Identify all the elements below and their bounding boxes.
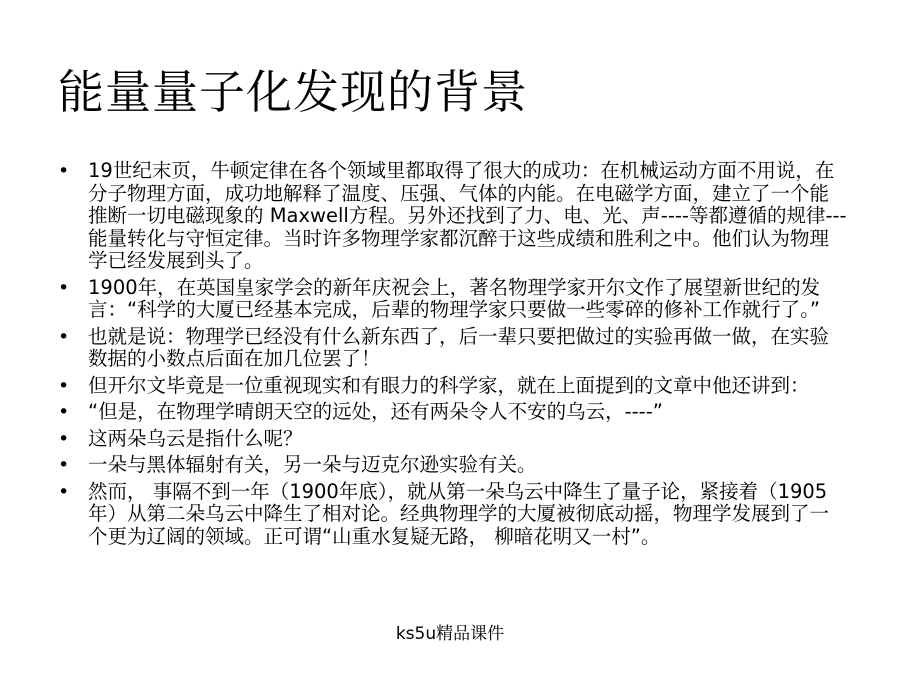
- bullet-marker: •: [58, 401, 70, 423]
- bullet-item: [58, 481, 848, 549]
- bullet-marker: •: [58, 276, 70, 299]
- bullet-item: [58, 428, 848, 451]
- bullet-item: [58, 326, 848, 371]
- bullet-text: 一朵与黑体辐射有关，另一朵与迈克尔逊实验有关。: [88, 453, 537, 476]
- bullet-text: 然而， 事隔不到一年（1900年底），就从第一朵乌云中降生了量子论，紧接着（1905年）从第二朵乌云中降生了相对论。经典物理学的大厦被彻底动摇，物理学发展到了一个更为辽阔的领域。正可谓“山重水复疑无路， 柳暗花明又一村”。: [88, 479, 830, 548]
- bullet-item: [58, 454, 848, 477]
- bullet-marker: •: [58, 427, 70, 450]
- bullet-marker: •: [58, 160, 70, 182]
- footer-label: ks5u精品课件: [395, 624, 505, 644]
- bullet-list: [58, 160, 848, 552]
- bullet-marker: •: [58, 374, 70, 397]
- bullet-text: “但是，在物理学晴朗天空的远处，还有两朵令人不安的乌云，----”: [88, 400, 663, 423]
- bullet-text: 1900年，在英国皇家学会的新年庆祝会上，著名物理学家开尔文作了展望新世纪的发言：“科学的大厦已经基本完成，后辈的物理学家只要做一些零碎的修补工作就行了。”: [88, 275, 821, 321]
- bullet-marker: •: [58, 480, 70, 503]
- bullet-text: 19世纪末页，牛顿定律在各个领域里都取得了很大的成功：在机械运动方面不用说，在分子物理方面，成功地解释了温度、压强、气体的内能。在电磁学方面，建立了一个能推断一切电磁现象的 Maxwell方程。另外还找到了力、电、光、声----等都遵循的规律---能量转化与守恒定律。当时许多物理学家都沉醉于这些成绩和胜利之中。他们认为物理学已经发展到头了。: [88, 159, 847, 272]
- bullet-item: [58, 277, 848, 322]
- bullet-item: [58, 160, 848, 273]
- bullet-text: 也就是说：物理学已经没有什么新东西了，后一辈只要把做过的实验再做一做，在实验数据的小数点后面在加几位罢了！: [88, 324, 830, 370]
- bullet-text: 这两朵乌云是指什么呢？: [88, 426, 303, 450]
- bullet-marker: •: [58, 325, 70, 348]
- bullet-item: [58, 401, 848, 424]
- bullet-item: [58, 375, 848, 398]
- bullet-text: 但开尔文毕竟是一位重视现实和有眼力的科学家，就在上面提到的文章中他还讲到：: [88, 373, 810, 397]
- slide-title: 能量量子化发现的背景: [58, 65, 528, 119]
- bullet-marker: •: [58, 454, 70, 476]
